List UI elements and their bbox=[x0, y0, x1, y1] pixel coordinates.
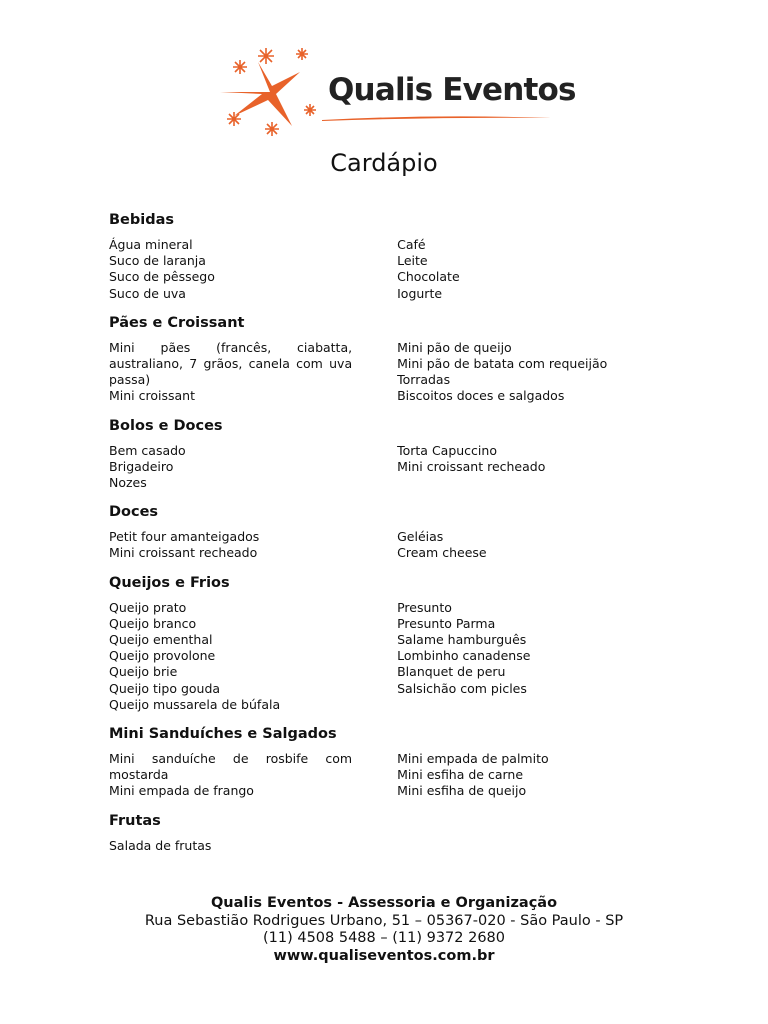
menu-item: Salada de frutas bbox=[109, 837, 212, 853]
section-columns bbox=[109, 600, 619, 713]
menu-column-right bbox=[397, 838, 619, 854]
menu-item: Suco de uva bbox=[109, 285, 186, 301]
menu-item: Chocolate bbox=[397, 269, 460, 285]
menu-item: Biscoitos doces e salgados bbox=[397, 388, 565, 404]
menu-item: Queijo ementhal bbox=[109, 632, 213, 648]
menu-content bbox=[109, 209, 619, 864]
menu-column-left bbox=[109, 529, 352, 561]
menu-item: Queijo brie bbox=[109, 664, 178, 680]
footer-phones: (11) 4508 5488 – (11) 9372 2680 bbox=[262, 930, 506, 946]
menu-item: Nozes bbox=[109, 475, 147, 491]
menu-item: Mini empada de frango bbox=[109, 783, 254, 799]
section-columns bbox=[109, 838, 619, 854]
menu-item: Torradas bbox=[397, 372, 451, 388]
menu-item: Torta Capuccino bbox=[397, 442, 497, 458]
starburst-icon bbox=[214, 42, 326, 142]
logo-swoosh bbox=[322, 112, 552, 122]
section-title: Bebidas bbox=[109, 212, 175, 228]
menu-item: Mini croissant recheado bbox=[109, 545, 258, 561]
menu-column-left bbox=[109, 838, 352, 854]
menu-section bbox=[109, 415, 619, 492]
menu-column-left bbox=[109, 751, 352, 800]
menu-item: Blanquet de peru bbox=[397, 664, 506, 680]
menu-item: Mini croissant recheado bbox=[397, 458, 546, 474]
menu-item: Lombinho canadense bbox=[397, 648, 531, 664]
menu-item: Cream cheese bbox=[397, 545, 487, 561]
menu-column-left bbox=[109, 237, 352, 302]
footer bbox=[0, 895, 768, 965]
section-title: Doces bbox=[109, 504, 159, 521]
section-columns bbox=[109, 340, 619, 405]
section-columns bbox=[109, 237, 619, 302]
menu-column-right bbox=[397, 600, 619, 713]
menu-item: Brigadeiro bbox=[109, 458, 174, 474]
menu-item: Geléias bbox=[397, 529, 444, 545]
section-columns bbox=[109, 529, 619, 561]
menu-item: Queijo prato bbox=[109, 599, 187, 615]
menu-item: Presunto Parma bbox=[397, 615, 496, 631]
menu-item: Queijo provolone bbox=[109, 648, 216, 664]
menu-item: Queijo tipo gouda bbox=[109, 680, 221, 696]
section-title: Frutas bbox=[109, 812, 161, 829]
section-title: Queijos e Frios bbox=[109, 574, 230, 591]
footer-website: www.qualiseventos.com.br bbox=[273, 947, 495, 964]
menu-item: Água mineral bbox=[109, 237, 193, 252]
page-title: Cardápio bbox=[330, 149, 438, 177]
menu-item: Mini esfiha de carne bbox=[397, 767, 524, 783]
menu-column-right bbox=[397, 237, 619, 302]
menu-section bbox=[109, 723, 619, 800]
footer-address: Rua Sebastião Rodrigues Urbano, 51 – 05367-020 - São Paulo - SP bbox=[144, 912, 624, 929]
section-columns bbox=[109, 751, 619, 800]
footer-company: Qualis Eventos - Assessoria e Organização bbox=[210, 895, 558, 911]
menu-column-right bbox=[397, 529, 619, 561]
menu-section bbox=[109, 572, 619, 713]
menu-section bbox=[109, 312, 619, 405]
menu-column-right bbox=[397, 751, 619, 800]
section-title: Mini Sanduíches e Salgados bbox=[109, 726, 337, 743]
menu-item: Presunto bbox=[397, 599, 452, 615]
menu-section bbox=[109, 209, 619, 302]
menu-item: Mini croissant bbox=[109, 388, 195, 404]
menu-item: Queijo branco bbox=[109, 615, 197, 631]
menu-item: Mini pães (francês, ciabatta, australiano, 7 grãos, canela com uva passa) bbox=[109, 339, 353, 388]
menu-item: Petit four amanteigados bbox=[109, 529, 260, 545]
menu-column-right bbox=[397, 443, 619, 492]
logo bbox=[214, 42, 576, 142]
menu-item: Bem casado bbox=[109, 442, 186, 458]
section-columns bbox=[109, 443, 619, 492]
menu-item: Iogurte bbox=[397, 285, 443, 301]
menu-item: Café bbox=[397, 237, 426, 252]
menu-item: Mini pão de queijo bbox=[397, 339, 512, 355]
section-title: Bolos e Doces bbox=[109, 417, 223, 434]
menu-item: Mini pão de batata com requeijão bbox=[397, 356, 608, 372]
menu-column-left bbox=[109, 443, 352, 492]
menu-item: Mini esfiha de queijo bbox=[397, 783, 527, 799]
menu-column-left bbox=[109, 340, 352, 405]
menu-item: Suco de pêssego bbox=[109, 269, 215, 285]
menu-column-left bbox=[109, 600, 352, 713]
menu-column-right bbox=[397, 340, 619, 405]
menu-section bbox=[109, 501, 619, 561]
menu-item: Queijo mussarela de búfala bbox=[109, 696, 281, 712]
menu-item: Leite bbox=[397, 253, 428, 269]
menu-item: Suco de laranja bbox=[109, 253, 206, 269]
logo-text: Qualis Eventos bbox=[328, 72, 576, 108]
menu-item: Salsichão com picles bbox=[397, 680, 527, 696]
section-title: Pães e Croissant bbox=[109, 314, 245, 331]
menu-item: Mini sanduíche de rosbife com mostarda bbox=[109, 751, 353, 783]
menu-item: Salame hamburguês bbox=[397, 632, 527, 648]
menu-section bbox=[109, 810, 619, 854]
menu-item: Mini empada de palmito bbox=[397, 751, 549, 767]
